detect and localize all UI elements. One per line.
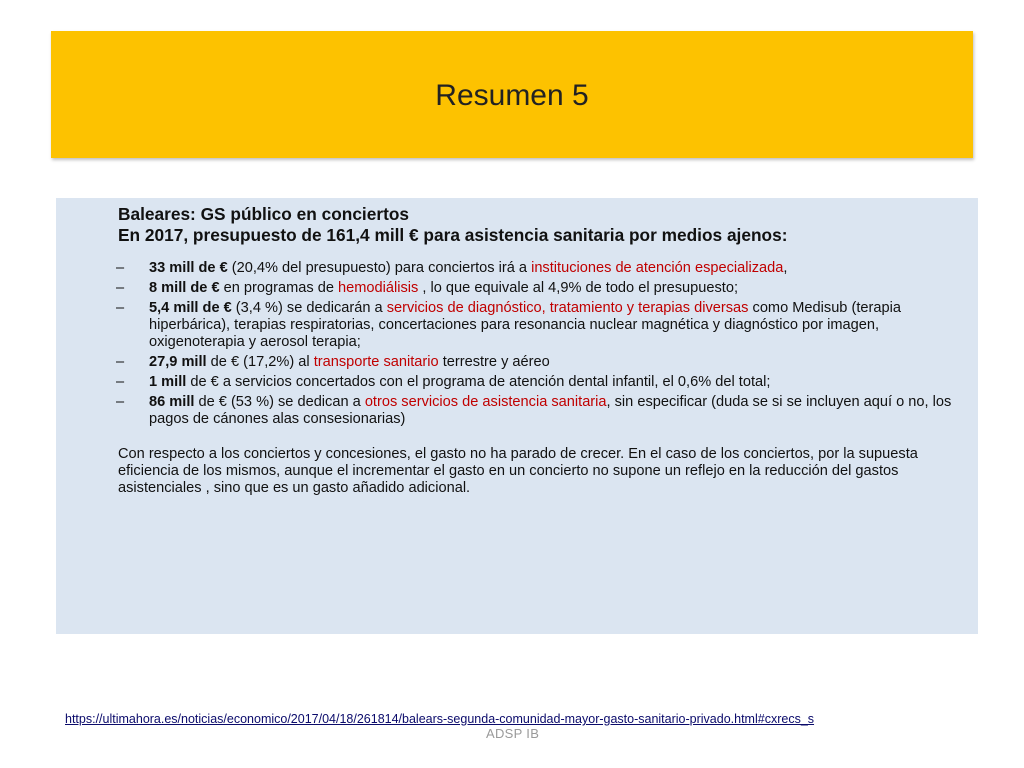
bullet-text: de € a servicios concertados con el programa de atención dental infantil, el 0,6% del total; (186, 374, 771, 390)
bullet-text-end: , lo que equivale al 4,9% de todo el presupuesto; (418, 280, 739, 296)
bullet-text-end: , (783, 260, 788, 276)
bullet-text: de € (53 %) se dedican a (194, 394, 365, 410)
bullet-highlight: hemodiálisis (338, 280, 419, 296)
heading-line-2: En 2017, presupuesto de 161,4 mill € para asistencia sanitaria por medios ajenos: (118, 225, 788, 245)
bullet-amount: 5,4 mill de € (149, 300, 232, 316)
bullet-amount: 86 mill (149, 394, 195, 410)
bullet-text-end: como Medisub (terapia hiperbárica), terapias respiratorias, concertaciones para resonancia nuclear magnética y diagnóstico por imagen, oxigenoterapia y aerosol terapia; (149, 300, 901, 350)
list-item (118, 374, 968, 391)
list-item (118, 394, 968, 428)
list-item (118, 300, 968, 351)
bullet-amount: 33 mill de € (149, 260, 228, 276)
bullet-marker: – (116, 280, 125, 296)
bullet-amount: 8 mill de € (149, 280, 220, 296)
bullet-highlight: instituciones de atención especializada (531, 260, 784, 276)
bullet-text: (20,4% del presupuesto) para conciertos irá a (227, 260, 532, 276)
bullet-amount: 1 mill (149, 374, 187, 390)
bullet-marker: – (116, 354, 125, 370)
bullet-text-end: , sin especificar (duda se si se incluyen aquí o no, los pagos de cánones alas consesionarias) (149, 394, 952, 427)
list-item (118, 354, 968, 371)
bullet-amount: 27,9 mill (149, 354, 207, 370)
bullet-marker: – (116, 374, 125, 390)
bullet-text-end: terrestre y aéreo (438, 354, 550, 370)
list-item (118, 260, 968, 277)
bullet-marker: – (116, 300, 125, 316)
bullet-list (118, 260, 968, 428)
content-box (56, 198, 978, 634)
heading-line-1: Baleares: GS público en conciertos (118, 204, 409, 224)
bullet-highlight: otros servicios de asistencia sanitaria (364, 394, 607, 410)
bullet-text: en programas de (219, 280, 339, 296)
bullet-highlight: servicios de diagnóstico, tratamiento y terapias diversas (386, 300, 749, 316)
list-item (118, 280, 968, 297)
content-body (118, 204, 968, 497)
bullet-marker: – (116, 260, 125, 276)
slide-title: Resumen 5 (435, 78, 589, 112)
footer-label: ADSP IB (486, 726, 540, 741)
bullet-text: de € (17,2%) al (206, 354, 314, 370)
summary-paragraph: Con respecto a los conciertos y concesiones, el gasto no ha parado de crecer. En el caso de los conciertos, por la supuesta eficiencia de los mismos, aunque el incrementar el gasto en un concierto no supone un reflejo en la reducción del gastos asistenciales , sino que es un gasto añadido adicional. (118, 446, 918, 496)
bullet-marker: – (116, 394, 125, 410)
title-banner (51, 31, 973, 158)
bullet-text: (3,4 %) se dedicarán a (231, 300, 387, 316)
bullet-highlight: transporte sanitario (313, 354, 439, 370)
source-link[interactable]: https://ultimahora.es/noticias/economico/2017/04/18/261814/balears-segunda-comunidad-mayor-gasto-sanitario-privado.html#cxrecs_s (65, 712, 815, 726)
